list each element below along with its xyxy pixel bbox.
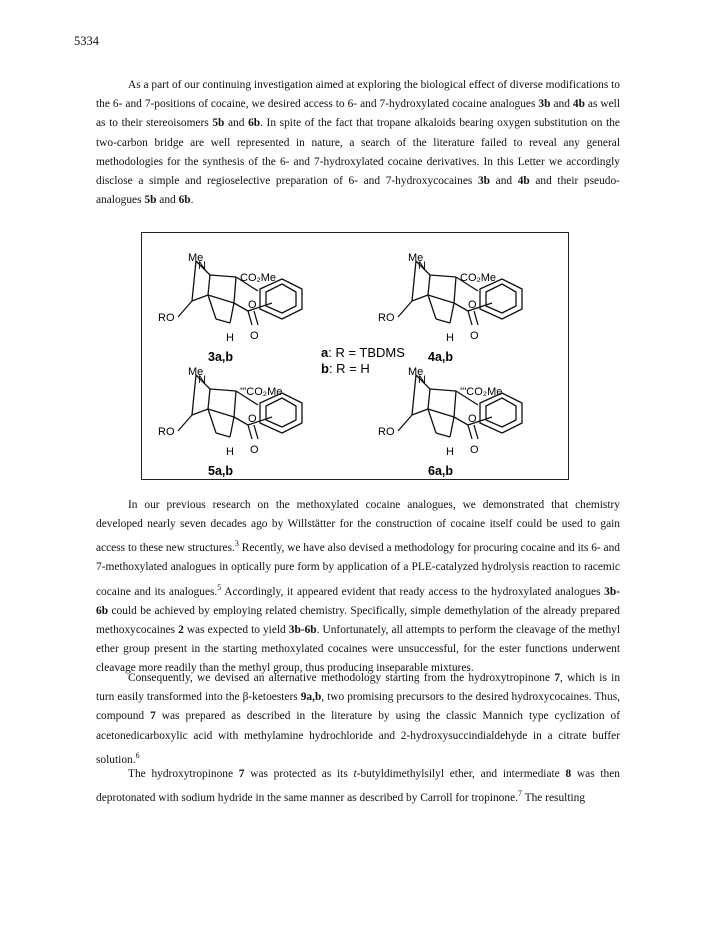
reference-citation: 6 [135, 750, 140, 760]
page-number: 5334 [74, 34, 99, 48]
compound-number: 7 [238, 768, 245, 780]
ester-oxygen-label: O [468, 299, 477, 311]
text-run: as well as to their stereoisomers [96, 98, 621, 130]
carbonyl-oxygen-label: O [470, 444, 479, 456]
nitrogen-label: N [198, 260, 206, 272]
compound-number: 6b [248, 117, 261, 130]
compound-label: 6a,b [428, 464, 454, 478]
text-run: was prepared as described in the literature by using the classic Mannich type cyclization of acetonedicarboxylic acid with methylamine hydrochloride and 2-hydroxysuccindialdehyde in a citrate buffer solution. [96, 710, 620, 766]
text-run: was protected as its [244, 768, 354, 780]
compound-number: 4b [572, 98, 585, 111]
ro-label: RO [158, 312, 175, 324]
text-run: Consequently, we devised an alternative methodology starting from the hydroxytropinone [128, 672, 555, 684]
text-run: -butyldimethylsilyl ether, and intermediate [356, 768, 566, 780]
compound-label: 5a,b [208, 464, 234, 478]
text-run: t [353, 768, 357, 780]
nitrogen-label: N [418, 260, 426, 272]
compound-number: 5b [144, 194, 157, 207]
text-run: , which is in turn easily transformed into the β-ketoesters [96, 672, 621, 704]
reference-citation: 5 [217, 582, 222, 592]
text-run: As a part of our continuing investigation aimed at exploring the biological effect of diverse modifications to the 6- and 7-positions of cocaine, we desired access to 6- and 7-hydroxylated cocaine analogues [96, 79, 620, 111]
ester-oxygen-label: O [248, 413, 257, 425]
ro-label: RO [158, 426, 175, 438]
legend-text: : R = H [328, 361, 370, 376]
text-run: . In spite of the fact that tropane alkaloids bearing oxygen substitution on the two-carbon bridge are well represented in nature, a search of the literature failed to reveal any general methodologies for the synthesis of the 6- and 7-hydroxylated cocaine derivatives. In this Letter we accordingly disclose a simple and regioselective preparation of 6- and 7-hydroxycocaines [96, 117, 620, 188]
hydrogen-label: H [226, 332, 234, 344]
methyl-label: Me [408, 252, 424, 264]
hydrogen-label: H [226, 446, 234, 458]
text-run: Recently, we have also devised a methodology for procuring cocaine and its 6- and 7-methoxylated analogues in optically pure form by application of a PLE-catalyzed hydrolysis reaction to racemic cocaine and its analogues. [96, 542, 620, 598]
ester-label: '''CO₂Me [460, 386, 503, 398]
structure-3ab [158, 252, 302, 364]
text-run: In our previous research on the methoxylated cocaine analogues, we demonstrated that chemistry developed nearly seven decades ago by Willstätter for the construction of cocaine itself could be used to gain access to these new structures. [96, 499, 620, 555]
compound-number: 6b [178, 194, 191, 207]
compound-number: 7 [554, 672, 561, 684]
nitrogen-label: N [418, 374, 426, 386]
structure-6ab [378, 366, 522, 478]
paragraph-1 [96, 76, 620, 210]
text-run: . [190, 194, 194, 207]
ro-label: RO [378, 426, 395, 438]
legend-key: b [321, 361, 329, 376]
compound-number: 4b [517, 175, 530, 188]
carbonyl-oxygen-label: O [250, 330, 259, 342]
paragraph-2 [96, 496, 620, 678]
compound-number: 3b-6b [288, 623, 317, 636]
legend-text: : R = TBDMS [328, 345, 405, 360]
legend-line-a [321, 345, 405, 360]
compound-number: 5b [212, 117, 225, 130]
text-run: , two promising precursors to the desired hydroxycocaines. Thus, compound [96, 691, 620, 723]
compound-number: 9a,b [300, 691, 322, 704]
text-run: and [490, 175, 518, 188]
scheme-drawing [142, 233, 570, 481]
text-run: and their pseudo-analogues [96, 175, 620, 207]
ester-label: CO₂Me [460, 272, 497, 284]
legend-key: a [321, 345, 329, 360]
legend-line-b [321, 361, 370, 376]
paragraph-4 [96, 765, 620, 808]
compound-number: 8 [565, 768, 572, 780]
text-run: and [224, 117, 249, 130]
text-run: could be achieved by employing related chemistry. Specifically, simple demethylation of the already prepared methoxycocaines [96, 604, 620, 636]
ester-oxygen-label: O [248, 299, 257, 311]
compound-number: 3b [477, 175, 491, 188]
ester-label: '''CO₂Me [240, 386, 283, 398]
ester-oxygen-label: O [468, 413, 477, 425]
paragraph-3 [96, 669, 620, 770]
methyl-label: Me [408, 366, 424, 378]
chemical-scheme-figure [141, 232, 569, 480]
text-run: and [156, 194, 179, 207]
compound-number: 3b-6b [96, 585, 620, 617]
text-run: and [550, 98, 573, 111]
text-run: The resulting [521, 792, 586, 804]
text-run: Accordingly, it appeared evident that ready access to the hydroxylated analogues [221, 585, 605, 598]
nitrogen-label: N [198, 374, 206, 386]
ester-label: CO₂Me [240, 272, 277, 284]
reference-citation: 7 [517, 789, 522, 799]
carbonyl-oxygen-label: O [250, 444, 259, 456]
methyl-label: Me [188, 252, 204, 264]
methyl-label: Me [188, 366, 204, 378]
carbonyl-oxygen-label: O [470, 330, 479, 342]
compound-label: 3a,b [208, 350, 234, 364]
text-run: The hydroxytropinone [128, 768, 239, 780]
text-run: . Unfortunately, all attempts to perform the cleavage of the methyl ether group present in the starting methoxylated cocaines were unsuccessful, for the ester functions underwent cleavage more readily than the methyl group, thus producing inseparable mixtures. [96, 623, 621, 675]
hydrogen-label: H [446, 332, 454, 344]
text-run: was expected to yield [183, 623, 289, 636]
compound-label: 4a,b [428, 350, 454, 364]
structure-5ab [158, 366, 302, 478]
text-run: was then deprotonated with sodium hydride in the same manner as described by Carroll for tropinone. [96, 768, 620, 804]
compound-number: 7 [150, 710, 156, 723]
reference-citation: 3 [234, 539, 239, 549]
compound-number: 3b [538, 98, 551, 111]
hydrogen-label: H [446, 446, 454, 458]
compound-number: 2 [178, 623, 184, 636]
ro-label: RO [378, 312, 395, 324]
